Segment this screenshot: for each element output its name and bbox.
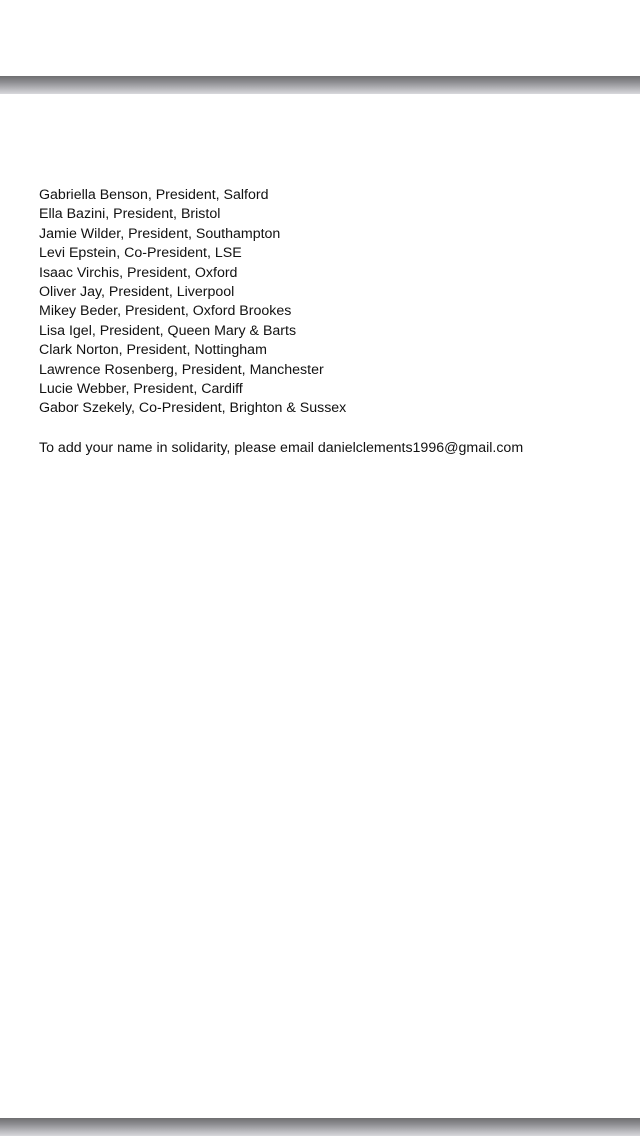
page-divider-top [0, 76, 640, 94]
signatory-list [39, 186, 346, 419]
list-item: Mikey Beder, President, Oxford Brookes [39, 303, 292, 320]
document-page [0, 94, 640, 1118]
list-item: Lisa Igel, President, Queen Mary & Barts [39, 322, 297, 339]
list-item: Isaac Virchis, President, Oxford [39, 264, 238, 281]
list-item: Gabriella Benson, President, Salford [39, 187, 269, 203]
list-item: Ella Bazini, President, Bristol [39, 206, 221, 223]
list-item: Lucie Webber, President, Cardiff [39, 381, 243, 398]
list-item: Jamie Wilder, President, Southampton [39, 225, 281, 242]
list-item: Clark Norton, President, Nottingham [39, 342, 267, 359]
solidarity-note: To add your name in solidarity, please email danielclements1996@gmail.com [39, 440, 524, 456]
page-divider-bottom [0, 1118, 640, 1136]
list-item: Levi Epstein, Co-President, LSE [39, 245, 242, 262]
top-margin [0, 0, 640, 76]
list-item: Oliver Jay, President, Liverpool [39, 284, 235, 301]
list-item: Gabor Szekely, Co-President, Brighton & Sussex [39, 400, 347, 417]
list-item: Lawrence Rosenberg, President, Manchester [39, 361, 324, 378]
